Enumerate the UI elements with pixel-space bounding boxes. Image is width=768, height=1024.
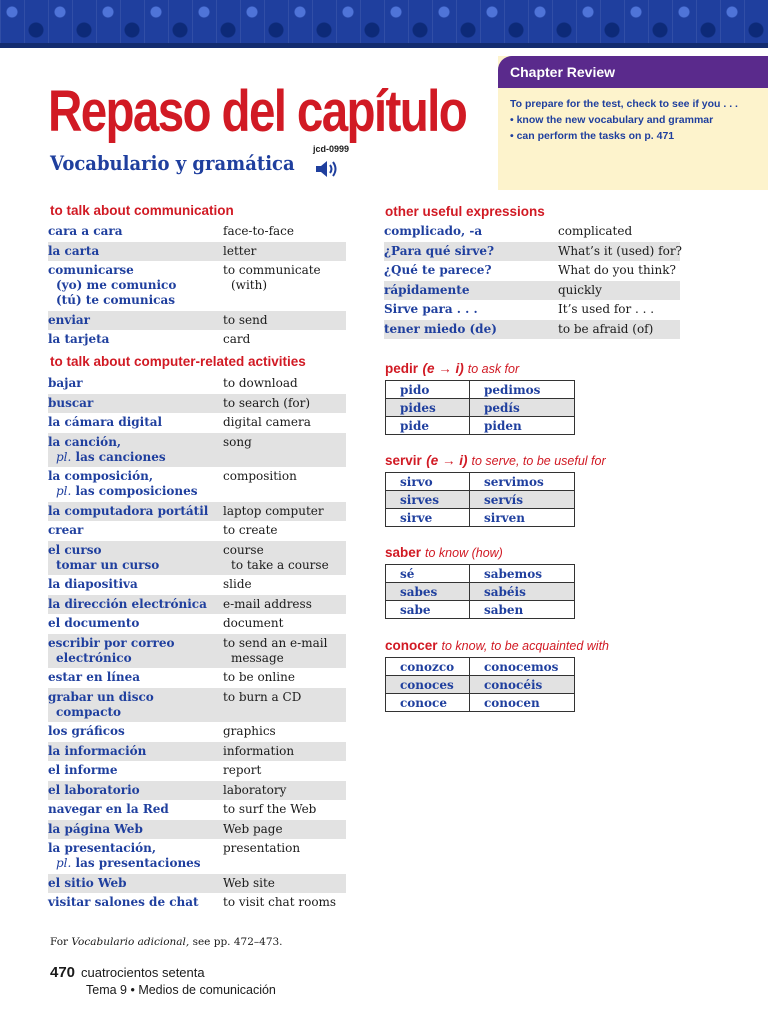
verb-name: servir bbox=[385, 453, 422, 468]
spanish-term: la composición, pl. las composiciones bbox=[48, 469, 198, 498]
verb-form: pido bbox=[386, 381, 470, 399]
english-meaning: e-mail address bbox=[223, 596, 312, 611]
section-heading-communication: to talk about communication bbox=[50, 203, 234, 218]
vocab-row bbox=[384, 242, 680, 261]
english-meaning: to be online bbox=[223, 670, 295, 684]
conjugation-table bbox=[385, 380, 575, 435]
spanish-term: la cámara digital bbox=[48, 415, 163, 429]
verb-form: conocen bbox=[470, 694, 575, 712]
english-meaning: What do you think? bbox=[558, 263, 676, 277]
spanish-term: complicado, -a bbox=[384, 224, 483, 238]
verb-name: saber bbox=[385, 545, 422, 560]
english-meaning: to be afraid (of) bbox=[558, 321, 654, 336]
spanish-term: la información bbox=[48, 743, 147, 758]
verb-meaning: to know, to be acquainted with bbox=[441, 639, 610, 653]
english-meaning: It’s used for . . . bbox=[558, 302, 655, 316]
vocab-row bbox=[384, 281, 680, 300]
english-meaning: graphics bbox=[223, 724, 276, 738]
english-meaning: Web page bbox=[223, 821, 283, 836]
english-meaning: to send an e-mail message bbox=[223, 635, 328, 665]
english-meaning: to send bbox=[223, 312, 268, 327]
verb-form: conoce bbox=[386, 694, 470, 712]
spanish-term: rápidamente bbox=[384, 282, 470, 297]
chapter-review-item: • know the new vocabulary and grammar bbox=[510, 114, 714, 126]
vocab-row bbox=[48, 433, 346, 467]
spanish-term: la tarjeta bbox=[48, 332, 110, 346]
vocab-row bbox=[48, 688, 346, 722]
conjugation-row bbox=[386, 565, 575, 583]
spanish-term: ¿Para qué sirve? bbox=[384, 243, 494, 258]
spanish-term: tener miedo (de) bbox=[384, 321, 497, 336]
verb-form: sabemos bbox=[470, 565, 575, 583]
english-meaning: information bbox=[223, 743, 295, 758]
vocab-row bbox=[48, 311, 346, 330]
verb-form: pedimos bbox=[470, 381, 575, 399]
vocab-row bbox=[48, 761, 346, 780]
spanish-term: el documento bbox=[48, 616, 140, 630]
page-number: 470 bbox=[50, 964, 76, 981]
spanish-term: la canción, pl. las canciones bbox=[48, 434, 166, 464]
vocab-row bbox=[48, 800, 346, 819]
stem-change: (e → i) bbox=[426, 453, 468, 468]
conjugation-table bbox=[385, 657, 575, 712]
vocab-row bbox=[48, 668, 346, 687]
vocab-row bbox=[48, 575, 346, 594]
english-meaning: to surf the Web bbox=[223, 802, 317, 816]
english-meaning: laptop computer bbox=[223, 503, 324, 518]
section-heading-expressions: other useful expressions bbox=[385, 204, 545, 219]
vocab-row bbox=[48, 893, 346, 912]
footnote: For Vocabulario adicional, see pp. 472–473. bbox=[50, 936, 283, 948]
verb-name: conocer bbox=[385, 638, 438, 653]
vocab-row bbox=[48, 261, 346, 310]
spanish-term: la diapositiva bbox=[48, 577, 138, 591]
spanish-term: la presentación, pl. las presentaciones bbox=[48, 841, 201, 870]
conjugation-row bbox=[386, 676, 575, 694]
audio-code: jcd-0999 bbox=[313, 144, 350, 154]
verb-form: pedís bbox=[470, 399, 575, 417]
vocab-row bbox=[48, 839, 346, 873]
vocab-row bbox=[48, 614, 346, 633]
english-meaning: composition bbox=[223, 469, 297, 483]
verb-form: sabes bbox=[386, 583, 470, 601]
vocab-row bbox=[48, 595, 346, 614]
verb-form: sé bbox=[386, 565, 470, 583]
spanish-term: el sitio Web bbox=[48, 875, 127, 890]
spanish-term: la carta bbox=[48, 243, 100, 258]
verb-form: conozco bbox=[386, 658, 470, 676]
conjugation-row bbox=[386, 417, 575, 435]
vocab-row bbox=[48, 242, 346, 261]
spanish-term: cara a cara bbox=[48, 224, 123, 238]
verb-name: pedir bbox=[385, 361, 419, 376]
verb-form: sirvo bbox=[386, 473, 470, 491]
page-folio bbox=[50, 964, 276, 997]
verb-form: sabe bbox=[386, 601, 470, 619]
english-meaning: face-to-face bbox=[223, 224, 294, 238]
spanish-term: buscar bbox=[48, 395, 94, 410]
english-meaning: What’s it (used) for? bbox=[558, 243, 682, 258]
english-meaning: to visit chat rooms bbox=[223, 895, 337, 909]
vocab-row bbox=[48, 742, 346, 761]
chapter-name: Tema 9 • Medios de comunicación bbox=[86, 983, 276, 997]
vocab-row bbox=[48, 374, 346, 393]
conjugation-row bbox=[386, 473, 575, 491]
conjugation-row bbox=[386, 399, 575, 417]
spanish-term: navegar en la Red bbox=[48, 802, 169, 816]
chapter-review-title: Chapter Review bbox=[498, 56, 768, 88]
verb-meaning: to serve, to be useful for bbox=[471, 454, 606, 468]
english-meaning: to download bbox=[223, 376, 298, 390]
verb-form: pide bbox=[386, 417, 470, 435]
spanish-term: el laboratorio bbox=[48, 782, 140, 797]
conjugation-heading bbox=[385, 452, 606, 470]
english-meaning: to create bbox=[223, 523, 278, 537]
vocab-row bbox=[384, 320, 680, 339]
spanish-term: el informe bbox=[48, 763, 118, 777]
spanish-term: estar en línea bbox=[48, 670, 140, 684]
conjugation-row bbox=[386, 491, 575, 509]
conjugation-heading bbox=[385, 544, 503, 562]
verb-meaning: to ask for bbox=[467, 362, 520, 376]
verb-form: conocemos bbox=[470, 658, 575, 676]
conjugation-heading bbox=[385, 637, 609, 655]
english-meaning: to communicate (with) bbox=[223, 263, 321, 292]
vocab-row bbox=[48, 634, 346, 668]
conjugation-row bbox=[386, 601, 575, 619]
spanish-term: comunicarse (yo) me comunico (tú) te comunicas bbox=[48, 263, 177, 307]
verb-form: saben bbox=[470, 601, 575, 619]
spanish-term: grabar un disco compacto bbox=[48, 689, 154, 719]
english-meaning: document bbox=[223, 616, 284, 630]
spanish-term: la dirección electrónica bbox=[48, 596, 207, 611]
vocab-row bbox=[48, 394, 346, 413]
section-heading-computer: to talk about computer-related activities bbox=[50, 354, 306, 369]
conjugation-table bbox=[385, 472, 575, 527]
page-title: Repaso del capítulo bbox=[48, 79, 467, 144]
page-subtitle: Vocabulario y gramática bbox=[50, 151, 295, 175]
speaker-icon[interactable] bbox=[314, 158, 342, 180]
spanish-term: ¿Qué te parece? bbox=[384, 263, 492, 277]
english-meaning: course to take a course bbox=[223, 542, 329, 572]
vocab-row bbox=[48, 330, 346, 349]
conjugation-row bbox=[386, 509, 575, 527]
vocab-row bbox=[48, 521, 346, 540]
vocab-row bbox=[48, 541, 346, 575]
spanish-term: enviar bbox=[48, 312, 90, 327]
english-meaning: song bbox=[223, 434, 252, 449]
verb-form: sirves bbox=[386, 491, 470, 509]
verb-form: servís bbox=[470, 491, 575, 509]
conjugation-row bbox=[386, 658, 575, 676]
spanish-term: los gráficos bbox=[48, 724, 125, 738]
vocab-row bbox=[384, 261, 680, 280]
conjugation-heading bbox=[385, 360, 519, 378]
spanish-term: bajar bbox=[48, 376, 83, 390]
english-meaning: quickly bbox=[558, 282, 602, 297]
verb-form: sirven bbox=[470, 509, 575, 527]
vocab-row bbox=[48, 820, 346, 839]
spanish-term: Sirve para . . . bbox=[384, 302, 478, 316]
english-meaning: to burn a CD bbox=[223, 689, 302, 704]
vocab-row bbox=[48, 874, 346, 893]
english-meaning: card bbox=[223, 332, 251, 346]
chapter-review-box bbox=[498, 56, 768, 190]
verb-meaning: to know (how) bbox=[425, 546, 503, 560]
page-number-words: cuatrocientos setenta bbox=[81, 965, 205, 980]
chapter-review-item: • can perform the tasks on p. 471 bbox=[510, 130, 675, 142]
conjugation-row bbox=[386, 583, 575, 601]
spanish-term: la página Web bbox=[48, 821, 143, 836]
english-meaning: presentation bbox=[223, 841, 301, 855]
conjugation-row bbox=[386, 694, 575, 712]
vocab-row bbox=[384, 300, 680, 319]
spanish-term: el curso tomar un curso bbox=[48, 542, 160, 572]
vocab-row bbox=[48, 222, 346, 241]
english-meaning: slide bbox=[223, 577, 252, 591]
vocab-row bbox=[48, 467, 346, 501]
vocab-row bbox=[384, 222, 680, 241]
verb-form: conocéis bbox=[470, 676, 575, 694]
spanish-term: visitar salones de chat bbox=[48, 895, 199, 909]
verb-form: sirve bbox=[386, 509, 470, 527]
vocab-row bbox=[48, 413, 346, 432]
english-meaning: letter bbox=[223, 243, 257, 258]
verb-form: conoces bbox=[386, 676, 470, 694]
english-meaning: to search (for) bbox=[223, 395, 311, 410]
spanish-term: escribir por correo electrónico bbox=[48, 635, 175, 665]
decorative-banner bbox=[0, 0, 768, 48]
verb-form: pides bbox=[386, 399, 470, 417]
stem-change: (e → i) bbox=[422, 361, 464, 376]
vocab-row bbox=[48, 502, 346, 521]
english-meaning: complicated bbox=[558, 224, 633, 238]
verb-form: sabéis bbox=[470, 583, 575, 601]
chapter-review-intro: To prepare for the test, check to see if you . . . bbox=[510, 98, 738, 110]
english-meaning: laboratory bbox=[223, 782, 287, 797]
spanish-term: crear bbox=[48, 523, 84, 537]
english-meaning: digital camera bbox=[223, 415, 311, 429]
conjugation-table bbox=[385, 564, 575, 619]
english-meaning: Web site bbox=[223, 875, 275, 890]
conjugation-row bbox=[386, 381, 575, 399]
verb-form: piden bbox=[470, 417, 575, 435]
verb-form: servimos bbox=[470, 473, 575, 491]
vocab-row bbox=[48, 781, 346, 800]
spanish-term: la computadora portátil bbox=[48, 503, 209, 518]
english-meaning: report bbox=[223, 763, 262, 777]
vocab-row bbox=[48, 722, 346, 741]
